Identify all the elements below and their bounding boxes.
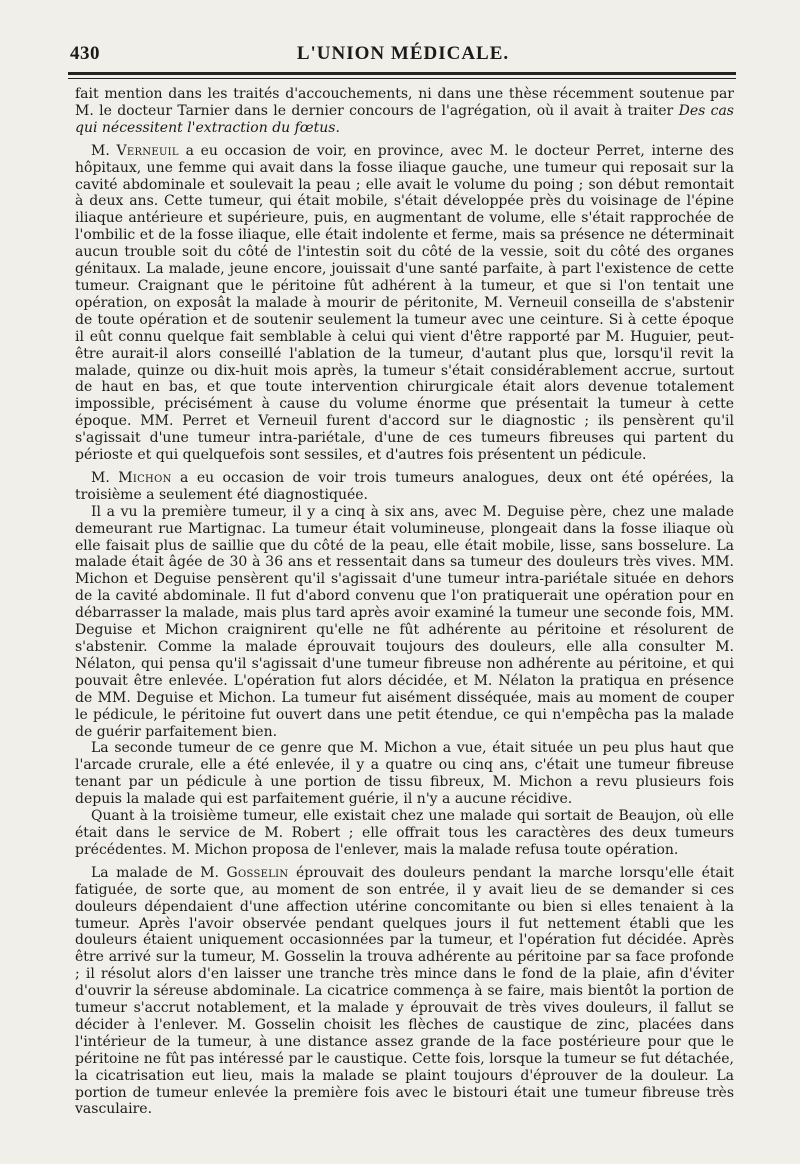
journal-title: L'UNION MÉDICALE. [296, 43, 510, 64]
header-rule [68, 72, 736, 79]
paragraph-intro: fait mention dans les traités d'accouchements, ni dans une thèse récemment soutenue par M. le docteur Tarnier dans le dernier concours de l'agrégation, où il avait à traiter Des cas qui nécessitent l'extraction du fœtus. [75, 86, 734, 136]
surgeon-name: Gosselin [226, 864, 289, 881]
paragraph-first-tumor: Il a vu la première tumeur, il y a cinq à six ans, avec M. Deguise père, chez une malade demeurant rue Martignac. La tumeur était volumineuse, plongeait dans la fosse iliaque où elle faisait plus de saillie que du côté de la peau, elle était mobile, lisse, sans bosselure. La malade était âgée de 30 à 36 ans et ressentait dans sa tumeur des douleurs très vives. MM. Michon et Deguise pensèrent qu'il s'agissait d'une tumeur intra-pariétale située en dehors de la cavité abdominale. Il fut d'abord convenu que l'on pratiquerait une opération pour en débarrasser la malade, mais plus tard après avoir examiné la tumeur une seconde fois, MM. Deguise et Michon craignirent qu'elle ne fût adhérente au péritoine et résolurent de s'abstenir. Comme la malade éprouvait toujours des douleurs, elle alla consulter M. Nélaton, qui pensa qu'il s'agissait d'une tumeur fibreuse non adhérente au péritoine, et qui pouvait être enlevée. L'opération fut alors décidée, et M. Nélaton la pratiqua en présence de MM. Deguise et Michon. La tumeur fut aisément disséquée, mais au moment de couper le pédicule, le péritoine fut ouvert dans une petit étendue, ce qui n'empêcha pas la malade de guérir parfaitement bien. [75, 503, 734, 740]
paragraph-verneuil: M. Verneuil a eu occasion de voir, en province, avec M. le docteur Perret, interne des hôpitaux, une femme qui avait dans la fosse iliaque gauche, une tumeur qui reposait sur la cavité abdominale et soulevait la peau ; elle avait le volume du poing ; son début remontait à deux ans. Cette tumeur, qui était mobile, s'était développée près du voisinage de l'épine iliaque antérieure et supérieure, puis, en augmentant de volume, elle s'était rapprochée de l'ombilic et de la fosse iliaque, elle était indolente et ferme, mais sa présence ne déterminait aucun trouble soit du côté de l'intestin soit du côté de la vessie, soit du côté des organes génitaux. La malade, jeune encore, jouissait d'une santé parfaite, à part l'existence de cette tumeur. Craignant que le péritoine fût adhérent à la tumeur, et que si l'on tentait une opération, on exposât la malade à mourir de péritonite, M. Verneuil conseilla de s'abstenir de toute opération et de soutenir seulement la tumeur avec une ceinture. Si à cette époque il eût connu quelque fait semblable à celui qui vient d'être rapporté par M. Huguier, peut-être aurait-il alors conseillé l'ablation de la tumeur, d'autant plus que, lorsqu'il revit la malade, quinze ou dix-huit mois après, la tumeur s'était considérablement accrue, surtout de haut en bas, et que toute intervention chirurgicale était alors devenue totalement impossible, précisément à cause du volume énorme que présentait la tumeur à cette époque. MM. Perret et Verneuil furent d'accord sur le diagnostic ; ils pensèrent qu'il s'agissait d'une tumeur intra-pariétale, d'une de ces tumeurs fibreuses qui partent du périoste et qui quelquefois sont sessiles, et d'autres fois présentent un pédicule. [75, 142, 734, 464]
italic-title: Des cas qui nécessitent l'extraction du fœtus. [75, 102, 734, 136]
surgeon-name: Verneuil [116, 142, 179, 159]
paragraph-third-tumor: Quant à la troisième tumeur, elle existait chez une malade qui sortait de Beaujon, où elle était dans le service de M. Robert ; elle offrait tous les caractères des deux tumeurs précédentes. M. Michon proposa de l'enlever, mais la malade refusa toute opération. [75, 808, 734, 858]
page-number: 430 [70, 43, 100, 64]
surgeon-name: Michon [118, 469, 172, 486]
paragraph-gosselin: La malade de M. Gosselin éprouvait des douleurs pendant la marche lorsqu'elle était fatiguée, de sorte que, au moment de son entrée, il y avait lieu de se demander si ces douleurs dépendaient d'une affection utérine concomitante ou bien si elles tenaient à la tumeur. Après l'avoir observée pendant quelques jours il fut nettement établi que les douleurs étaient uniquement occasionnées par la tumeur, et l'opération fut décidée. Après être arrivé sur la tumeur, M. Gosselin la trouva adhérente au péritoine par sa face profonde ; il résolut alors d'en laisser une tranche très mince dans le fond de la plaie, afin d'éviter d'ouvrir la séreuse abdominale. La cicatrice commença à se faire, mais bientôt la portion de tumeur s'accrut notablement, et la malade y éprouvait de très vives douleurs, il fallut se décider à l'enlever. M. Gosselin choisit les flèches de caustique de zinc, placées dans l'intérieur de la tumeur, à une distance assez grande de la face postérieure pour que le péritoine ne fût pas intéressé par le caustique. Cette fois, lorsque la tumeur se fut détachée, la cicatrisation eut lieu, mais la malade se plaint toujours d'éprouver de la douleur. La portion de tumeur enlevée la première fois avec le bistouri était une tumeur fibreuse très vasculaire. [75, 864, 734, 1118]
article-body [75, 86, 734, 1118]
paragraph-michon: M. Michon a eu occasion de voir trois tumeurs analogues, deux ont été opérées, la troisième a seulement été diagnostiquée. [75, 469, 734, 503]
running-header [70, 40, 736, 68]
paragraph-second-tumor: La seconde tumeur de ce genre que M. Michon a vue, était située un peu plus haut que l'arcade crurale, elle a été enlevée, il y a quatre ou cinq ans, c'était une tumeur fibreuse tenant par un pédicule à une portion de tissu fibreux, M. Michon a revu plusieurs fois depuis la malade qui est parfaitement guérie, il n'y a aucune récidive. [75, 740, 734, 808]
